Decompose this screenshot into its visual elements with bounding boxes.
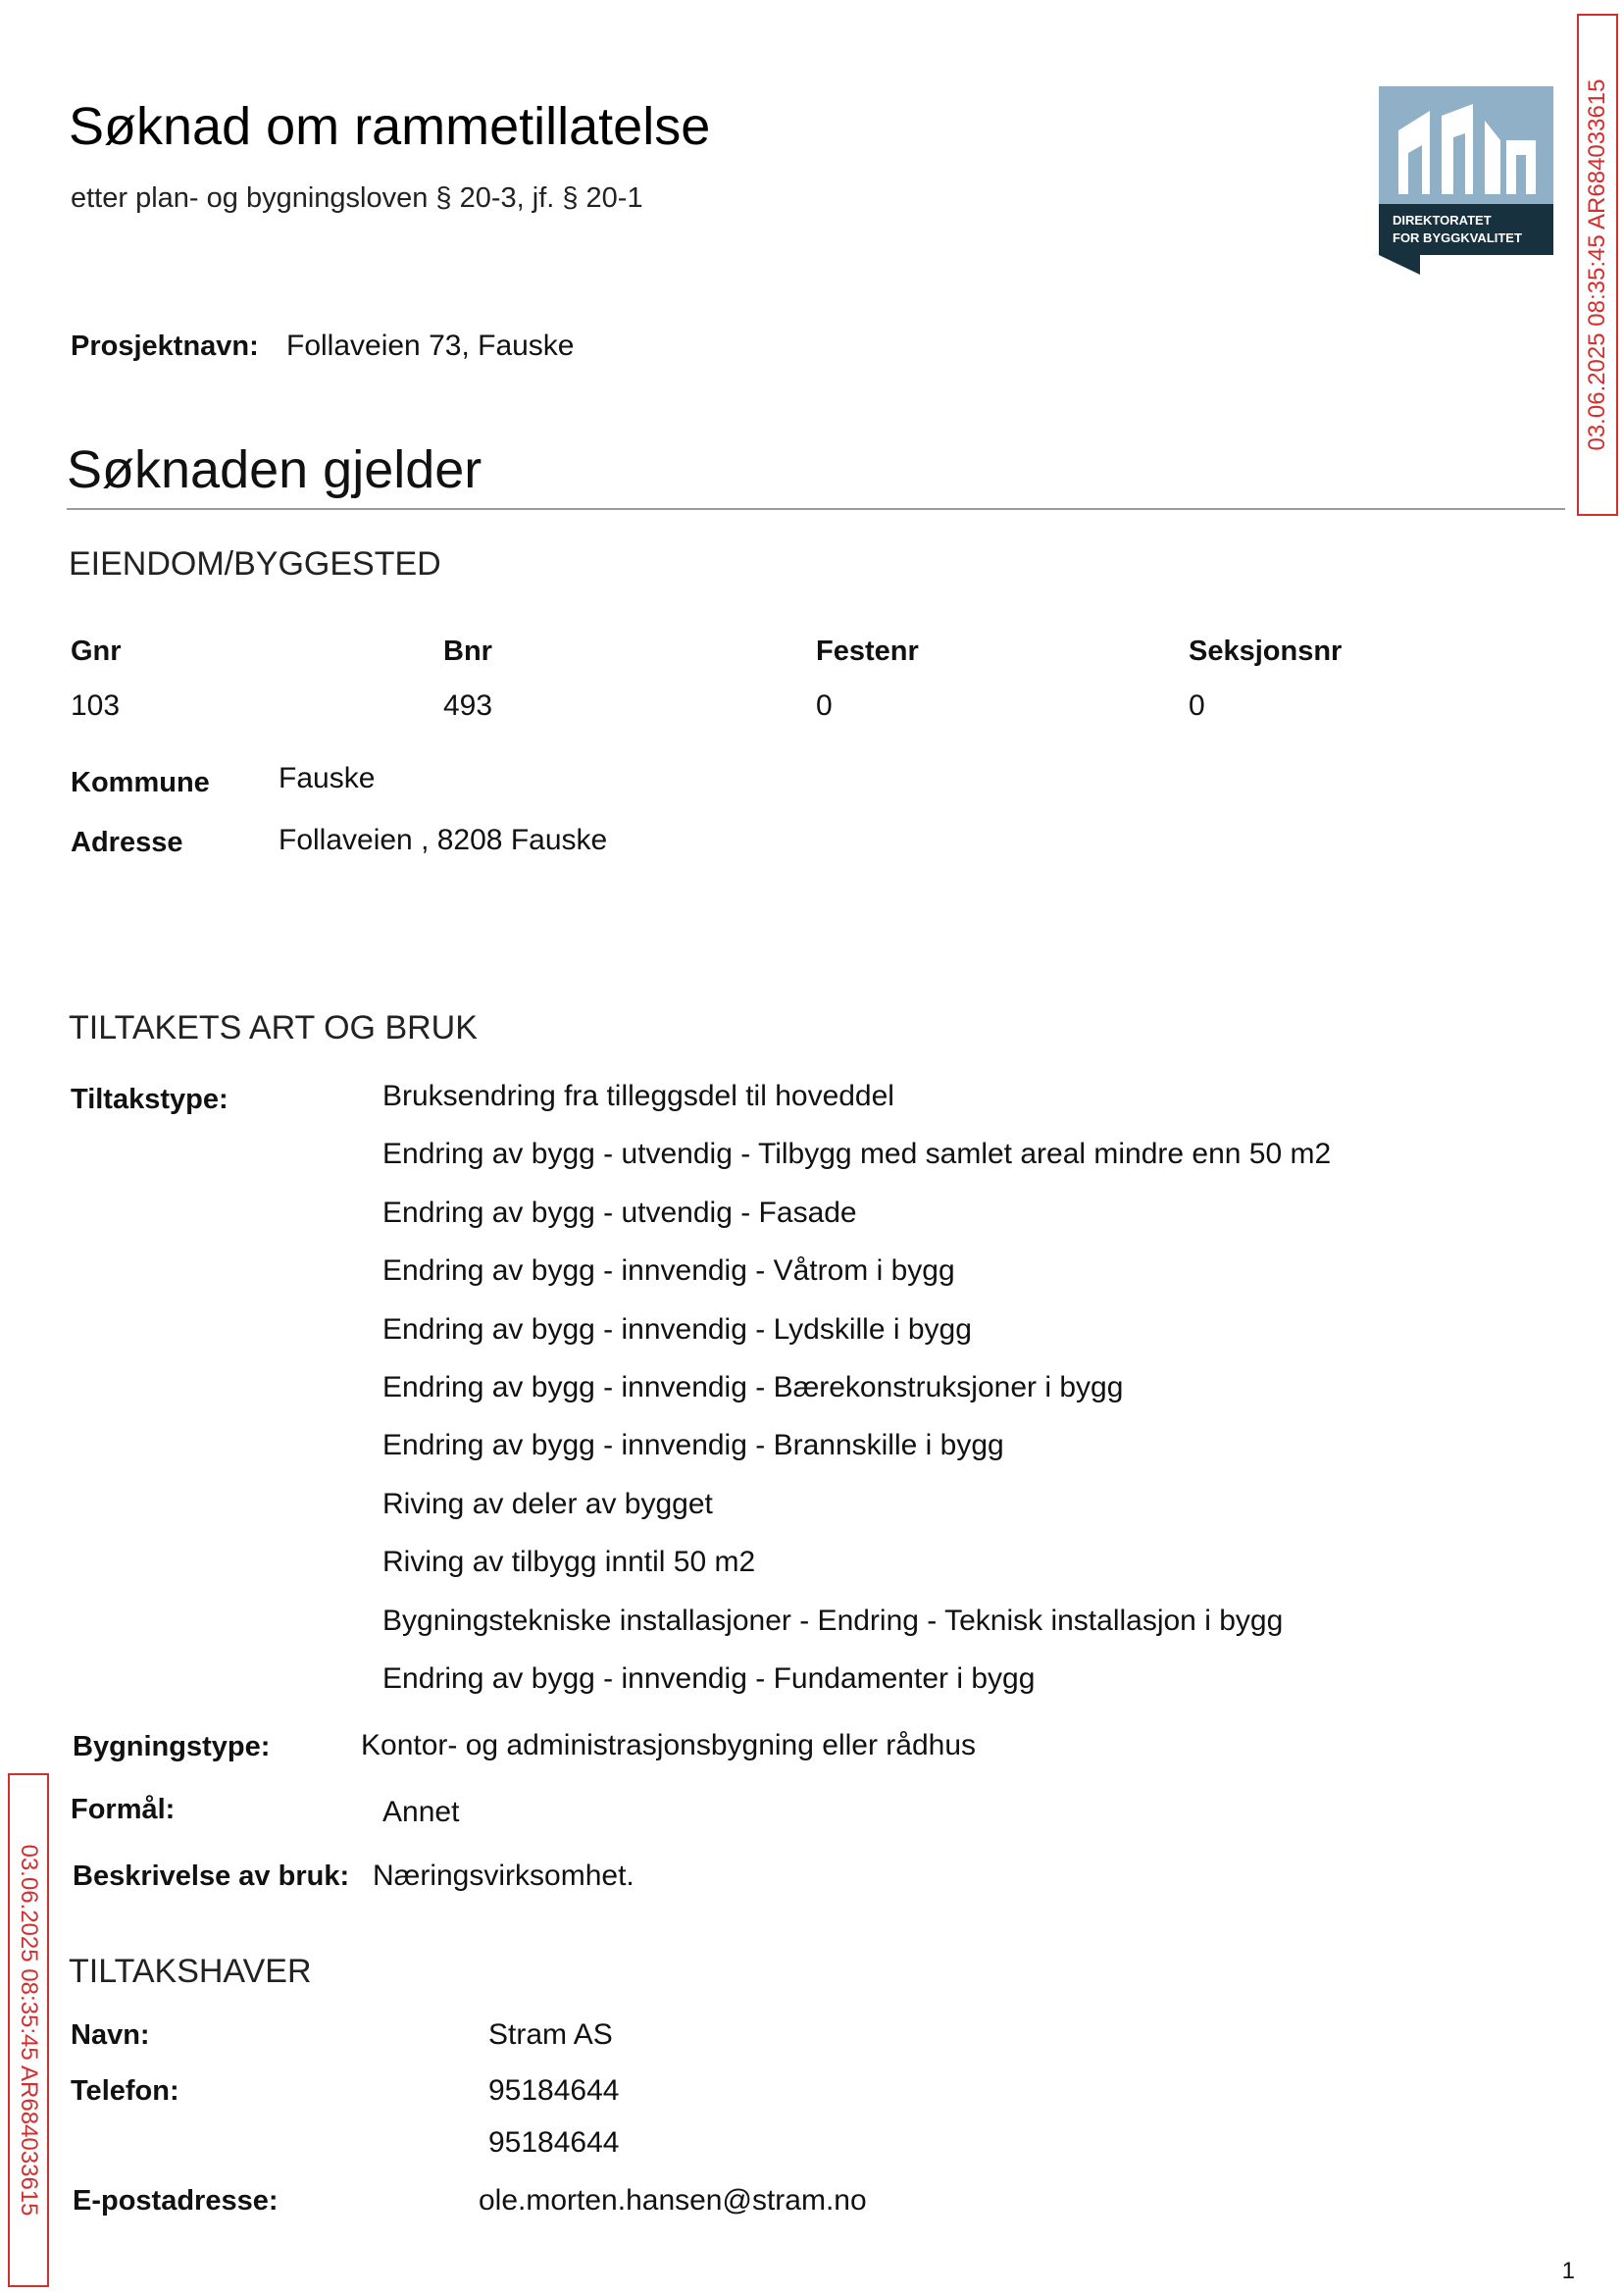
stamp-text: 03.06.2025 08:35:45 AR684033615 <box>16 1844 42 2217</box>
receipt-stamp-top <box>1577 14 1618 516</box>
page-number: 1 <box>1561 2258 1575 2284</box>
telefon-label: Telefon: <box>71 2075 179 2107</box>
page-subtitle: etter plan- og bygningsloven § 20-3, jf. § 20-1 <box>71 182 643 214</box>
list-item: Endring av bygg - innvendig - Brannskille i bygg <box>382 1429 1004 1462</box>
list-item: Riving av tilbygg inntil 50 m2 <box>382 1546 756 1579</box>
tiltakshaver-heading: TILTAKSHAVER <box>69 1953 312 1990</box>
dibk-logo <box>1379 86 1553 275</box>
logo-line2: FOR BYGGKVALITET <box>1393 230 1522 245</box>
list-item: Endring av bygg - innvendig - Fundamenter i bygg <box>382 1661 1036 1695</box>
telefon-value-2: 95184644 <box>488 2126 620 2159</box>
list-item: Endring av bygg - innvendig - Lydskille i bygg <box>382 1312 972 1346</box>
beskrivelse-label: Beskrivelse av bruk: <box>73 1861 350 1892</box>
list-item: Bruksendring fra tilleggsdel til hoveddel <box>382 1080 894 1112</box>
bygningstype-label: Bygningstype: <box>73 1731 271 1762</box>
epost-value: ole.morten.hansen@stram.no <box>479 2184 867 2217</box>
project-name-label: Prosjektnavn: <box>71 331 259 362</box>
telefon-value: 95184644 <box>488 2074 620 2107</box>
tiltakstype-list <box>382 1079 1331 1719</box>
list-item: Bygningstekniske installasjoner - Endring - Teknisk installasjon i bygg <box>382 1604 1284 1637</box>
adresse-label: Adresse <box>71 827 183 858</box>
gnr-label: Gnr <box>71 636 122 667</box>
navn-value: Stram AS <box>488 2018 613 2051</box>
bnr-value: 493 <box>443 689 493 722</box>
list-item: Endring av bygg - utvendig - Fasade <box>382 1196 857 1229</box>
section-divider <box>67 508 1565 510</box>
gnr-value: 103 <box>71 689 121 722</box>
formal-label: Formål: <box>71 1794 176 1825</box>
logo-line1: DIREKTORATET <box>1393 213 1492 228</box>
seksjonsnr-value: 0 <box>1189 689 1205 722</box>
festenr-label: Festenr <box>816 636 919 667</box>
bygningstype-value: Kontor- og administrasjonsbygning eller rådhus <box>361 1729 977 1761</box>
stamp-text: 03.06.2025 08:35:45 AR684033615 <box>1584 78 1610 451</box>
beskrivelse-value: Næringsvirksomhet. <box>373 1860 634 1892</box>
adresse-value: Follaveien , 8208 Fauske <box>279 824 608 856</box>
tiltak-heading: TILTAKETS ART OG BRUK <box>69 1009 478 1046</box>
list-item: Endring av bygg - innvendig - Bærekonstruksjoner i bygg <box>382 1370 1124 1403</box>
kommune-value: Fauske <box>279 762 376 794</box>
section-title: Søknaden gjelder <box>67 440 482 499</box>
page-title: Søknad om rammetillatelse <box>69 97 711 156</box>
navn-label: Navn: <box>71 2019 150 2051</box>
receipt-stamp-bottom <box>8 1773 49 2287</box>
epost-label: E-postadresse: <box>73 2185 279 2217</box>
bnr-label: Bnr <box>443 636 492 667</box>
eiendom-heading: EIENDOM/BYGGESTED <box>69 545 441 583</box>
list-item: Endring av bygg - innvendig - Våtrom i bygg <box>382 1254 955 1288</box>
list-item: Riving av deler av bygget <box>382 1487 713 1520</box>
tiltakstype-label: Tiltakstype: <box>71 1084 228 1115</box>
kommune-label: Kommune <box>71 767 210 798</box>
formal-value: Annet <box>382 1796 460 1828</box>
project-name-value: Follaveien 73, Fauske <box>286 330 575 362</box>
list-item: Endring av bygg - utvendig - Tilbygg med samlet areal mindre enn 50 m2 <box>382 1138 1332 1171</box>
festenr-value: 0 <box>816 689 833 722</box>
dibk-logo-graphic <box>1379 86 1553 275</box>
seksjonsnr-label: Seksjonsnr <box>1189 636 1343 667</box>
